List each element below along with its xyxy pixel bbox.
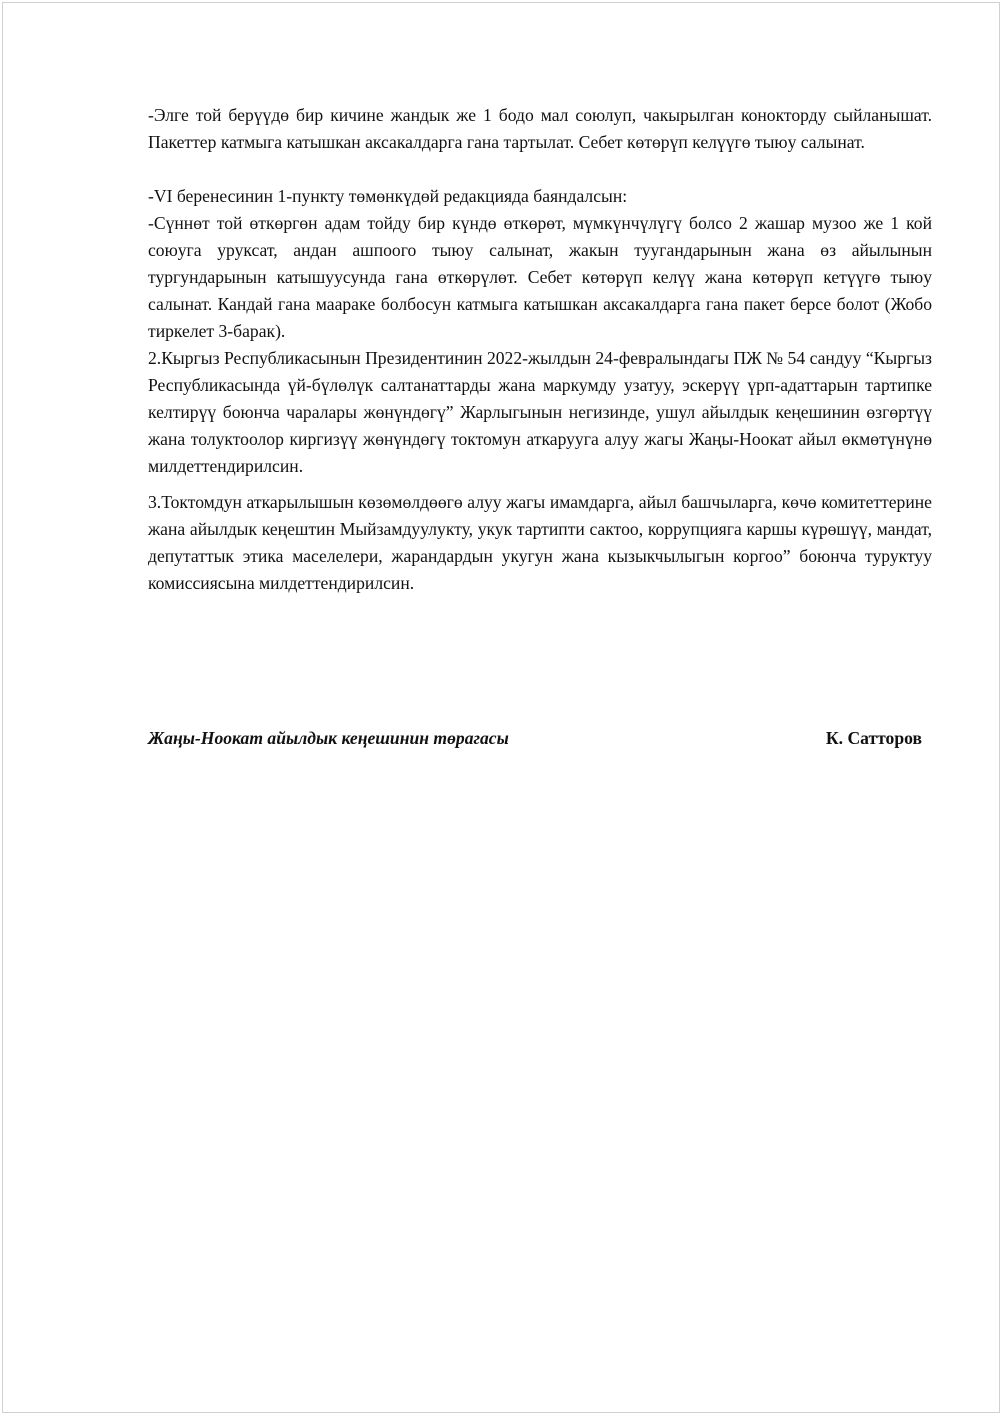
document-body [148,102,932,597]
paragraph-item-3: 3.Токтомдун аткарылышын көзөмөлдөөгө алуу жагы имамдарга, айыл башчыларга, көчө комитеттерине жана айылдык кеңештин Мыйзамдуулукту, укук тартипти сактоо, коррупцияга каршы күрөшүү, мандат, депутаттык этика маселелери, жарандардын укугун жана кызыкчылыгын коргоо” боюнча туруктуу комиссиясына милдеттендирилсин. [148,492,932,593]
paragraph-circumcision-rules: -Сүннөт той өткөргөн адам тойду бир күндө өткөрөт, мүмкүнчүлүгү болсо 2 жашар музоо же 1 кой союуга уруксат, андан ашпоого тыюу салынат, жакын туугандарынын жана өз айылынын тургундарынын катышуусунда гана өткөрүлөт. Себет көтөрүп келүү жана көтөрүп кетүүгө тыюу салынат. Кандай гана мааракe болбосун катмыга катышкан аксакалдарга гана пакет берсе болот (Жобо тиркелет 3-барак). [148,213,932,341]
signatory-title: Жаңы-Ноокат айылдык кеңешинин төрагасы [148,728,509,748]
paragraph-item-2: 2.Кыргыз Республикасынын Президентинин 2022-жылдын 24-февралындагы ПЖ № 54 сандуу “Кыргыз Республикасында үй-бүлөлүк салтанаттарды жана маркумду узатуу, эскерүү үрп-адаттарын тартипке келтирүү боюнча чаралары жөнүндөгү” Жарлыгынын негизинде, ушул айылдык кеңешинин өзгөртүү жана толуктоолор киргизүү жөнүндөгү токтомун аткарууга алуу жагы Жаңы-Ноокат айыл өкмөтүнүнө милдеттендирилсин. [148,348,932,476]
paragraph-article-vi-heading: -VI беренесинин 1-пункту төмөнкүдөй редакцияда баяндалсын: [148,186,628,206]
paragraph-wedding-rules: -Элге той берүүдө бир кичине жандык же 1 бодо мал союлуп, чакырылган конокторду сыйланышат. Пакеттер катмыга катышкан аксакалдарга гана тартылат. Себет көтөрүп келүүгө тыюу салынат. [148,105,932,152]
document-page [2,2,1000,1413]
signatory-name: К. Сатторов [825,728,922,748]
